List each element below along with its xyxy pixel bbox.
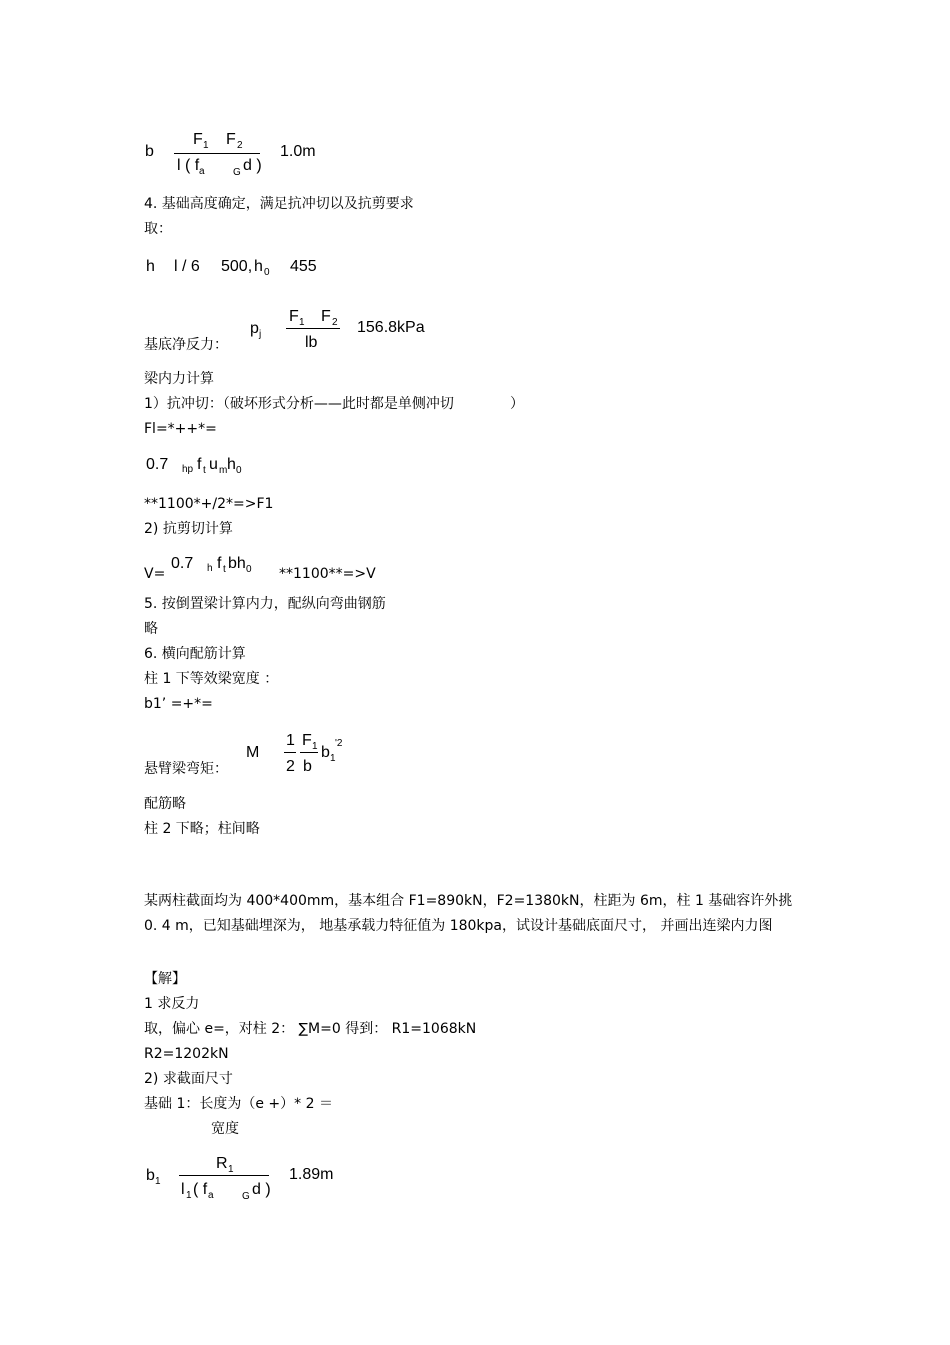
fraction-bar-half: [284, 752, 296, 753]
formula-f1: F: [193, 131, 203, 148]
moment-num-f: F: [302, 732, 312, 749]
formula-h: h: [146, 258, 155, 275]
punch-h-sub: 0: [236, 465, 242, 476]
formula-f2-sub: 2: [237, 140, 243, 151]
b1-den-sub-g: G: [242, 1191, 250, 1202]
fraction-bar: [179, 1175, 269, 1176]
pj-f2-sub: 2: [332, 317, 338, 328]
moment-m: M: [246, 744, 260, 761]
moment-b1-sup: '2: [335, 738, 343, 749]
net-reaction-label: 基底净反力：: [144, 337, 228, 353]
shear-title: 2) 抗剪切计算: [144, 521, 233, 537]
formula-f1-sub: 1: [203, 140, 209, 151]
b1-b: b: [146, 1167, 155, 1184]
moment-label: 悬臂梁弯矩：: [144, 761, 228, 777]
reaction-detail: 取，偏心 e=，对柱 2： ∑M=0 得到： R1=1068kN: [144, 1021, 477, 1037]
step4-take: 取：: [144, 221, 172, 237]
fraction-bar: [286, 328, 340, 329]
formula-l-over-6: l / 6: [174, 258, 200, 275]
col2-omit: 柱 2 下略；柱间略: [144, 821, 260, 837]
b1-den-sub-a: a: [208, 1190, 214, 1201]
moment-num-f-sub: 1: [312, 741, 318, 752]
reaction-r2: R2=1202kN: [144, 1046, 229, 1062]
shear-bh-sub: 0: [246, 564, 252, 575]
punch-h: h: [227, 456, 236, 473]
b1-den-close: d ): [252, 1181, 271, 1198]
punch-beta-sub: hp: [182, 464, 194, 475]
shear-bh: bh: [228, 555, 246, 572]
fraction-bar-f-over-b: [300, 752, 318, 753]
punch-close: ）: [510, 396, 524, 412]
formula-den-open: l ( f: [177, 157, 200, 174]
punch-f: f: [197, 456, 202, 473]
pj-f1-sub: 1: [299, 317, 305, 328]
rebar-omit: 配筋略: [144, 796, 186, 812]
b1-result: 1.89m: [289, 1166, 334, 1183]
beam-title: 梁内力计算: [144, 371, 214, 387]
step6-b1: b1’ =+*=: [144, 696, 213, 712]
punch-u: u: [209, 456, 218, 473]
step4-title: 4. 基础高度确定，满足抗冲切以及抗剪要求: [144, 196, 414, 212]
formula-den-close: d ): [243, 157, 262, 174]
width-label: 宽度: [211, 1121, 239, 1137]
step5-omit: 略: [144, 621, 158, 637]
moment-b1: b: [321, 744, 330, 761]
solution-heading: 【解】: [144, 971, 186, 987]
shear-f: f: [217, 555, 222, 572]
pj-result: 156.8kPa: [357, 319, 425, 336]
formula-lhs-b: b: [145, 143, 154, 160]
foundation1-length: 基础 1：长度为（e +）* 2 ＝: [144, 1096, 333, 1112]
shear-check: **1100**=>V: [279, 566, 376, 582]
fraction-bar: [174, 153, 260, 154]
step5-title: 5. 按倒置梁计算内力，配纵向弯曲钢筋: [144, 596, 386, 612]
shear-beta-sub: h: [207, 563, 213, 574]
pj-sub: j: [259, 329, 262, 340]
moment-den-b: b: [303, 758, 312, 775]
punch-check: **1100*+/2*=>F1: [144, 496, 274, 512]
formula-h0-sub: 0: [264, 267, 270, 278]
b1-num-r: R: [216, 1155, 228, 1172]
shear-coef: 0.7: [171, 555, 194, 572]
pj-f2: F: [321, 308, 331, 325]
pj: p: [250, 320, 259, 337]
moment-num-1: 1: [286, 732, 295, 749]
formula-f2: F: [226, 131, 236, 148]
formula-den-sub-g: G: [233, 167, 241, 178]
problem-statement: 某两柱截面均为 400*400mm，基本组合 F1=890kN，F2=1380kN，柱距为 6m，柱 1 基础容许外挑 0. 4 m，已知基础埋深为， 地基承载力特征值为 180kpa，试设计基础底面尺寸， 并画出连梁内力图: [144, 893, 793, 934]
punch-f-sub: t: [203, 465, 206, 476]
b1-den-l: l: [181, 1181, 185, 1198]
pj-f1: F: [289, 308, 299, 325]
formula-500: 500,: [221, 258, 253, 275]
b1-sub: 1: [155, 1176, 161, 1187]
step-section-size: 2) 求截面尺寸: [144, 1071, 233, 1087]
moment-den-2: 2: [286, 758, 295, 775]
punch-title: 1）抗冲切：（破坏形式分析——此时都是单侧冲切: [144, 396, 454, 412]
step-reaction: 1 求反力: [144, 996, 200, 1012]
fl-equation: Fl=*++*=: [144, 421, 217, 437]
formula-h0: h: [254, 258, 263, 275]
formula-455: 455: [290, 258, 317, 275]
punch-coef: 0.7: [146, 456, 169, 473]
shear-v: V=: [144, 566, 166, 582]
moment-b1-sub: 1: [330, 753, 336, 764]
b1-den-l-sub: 1: [186, 1190, 192, 1201]
punch-u-sub: m: [219, 465, 228, 476]
step6-col1: 柱 1 下等效梁宽度 ：: [144, 671, 279, 687]
pj-den: lb: [305, 334, 318, 351]
b1-den-open: ( f: [193, 1181, 208, 1198]
b1-num-r-sub: 1: [228, 1164, 234, 1175]
formula-den-sub-a: a: [199, 166, 205, 177]
formula-result: 1.0m: [280, 143, 316, 160]
shear-f-sub: t: [223, 564, 226, 575]
step6-title: 6. 横向配筋计算: [144, 646, 246, 662]
